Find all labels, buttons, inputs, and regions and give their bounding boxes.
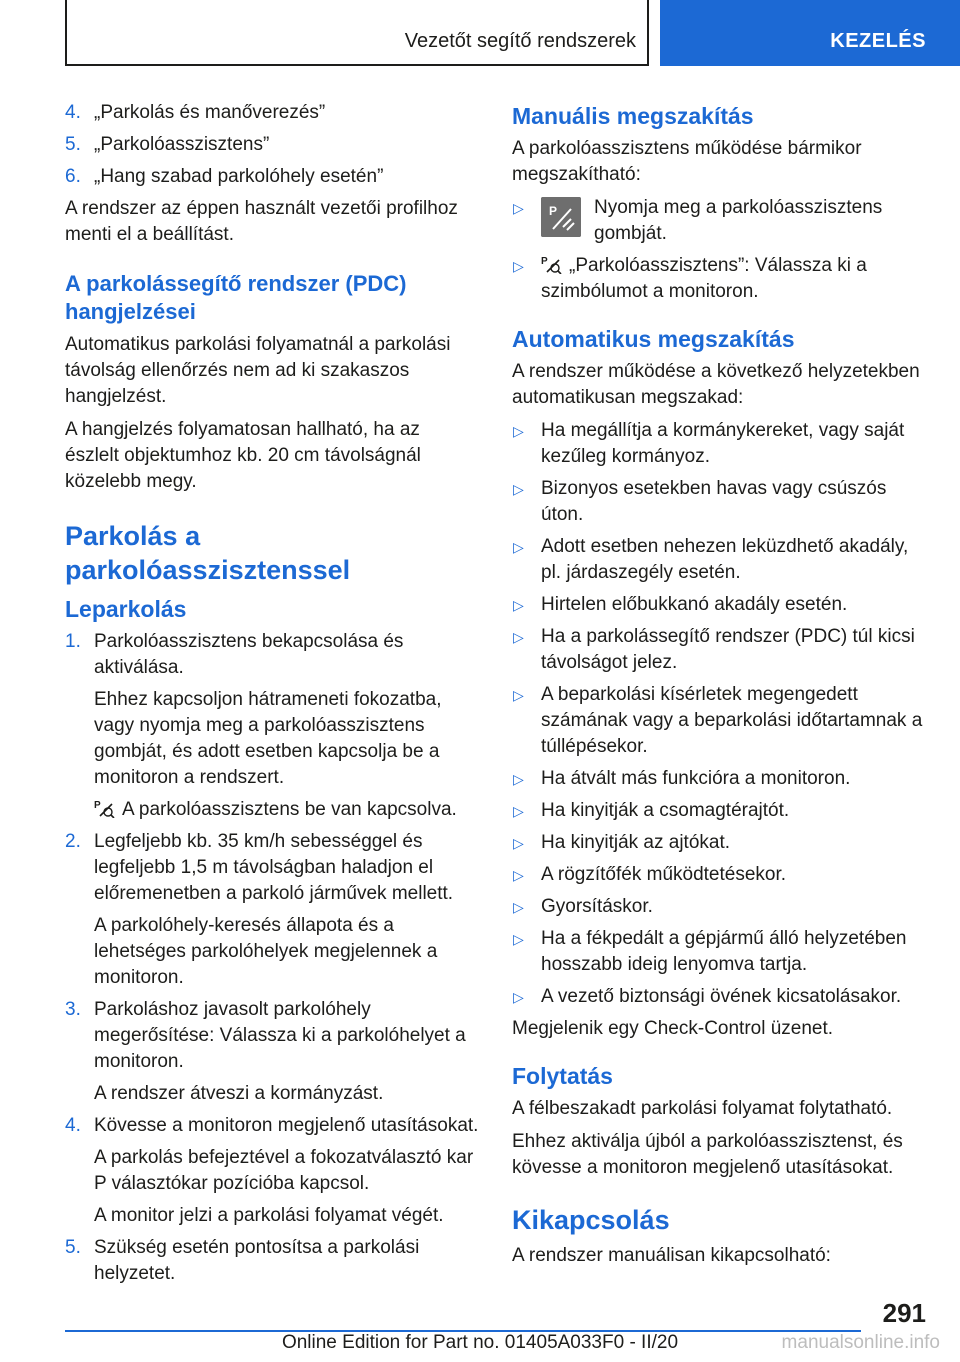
bullet-item [512, 476, 926, 528]
bullet-text: Ha kinyitják a csomagtérajtót. [541, 800, 790, 821]
bullet-text: Ha a parkolássegítő rendszer (PDC) túl kicsi távolságot jelez. [541, 626, 915, 673]
list-number: 6. [65, 166, 81, 187]
bullet-marker-icon: ▷ [513, 687, 524, 703]
bullet-marker-icon: ▷ [513, 835, 524, 851]
watermark: manualsonline.info [781, 1332, 940, 1353]
bullet-text: Hirtelen előbukkanó akadály esetén. [541, 594, 848, 615]
step-number: 2. [65, 831, 81, 852]
bullet-text: Ha átvált más funkcióra a monitoron. [541, 768, 851, 789]
paragraph: Automatikus parkolási folyamatnál a parkolási távolság ellenőrzés nem ad ki szakaszos hangjelzést. [65, 334, 451, 407]
header-underline [65, 64, 649, 66]
svg-text:P: P [94, 800, 101, 811]
bullet-item [512, 798, 926, 824]
bullet-text: „Parkolóasszisztens”: Válassza ki a szimbólumot a monitoron. [541, 255, 867, 302]
bullet-item [512, 926, 926, 978]
list-item [65, 100, 479, 126]
park-assist-icon [94, 798, 116, 818]
bullet-item [512, 624, 926, 676]
bullet-marker-icon: ▷ [513, 989, 524, 1005]
bullet-text: A rögzítőfék működtetésekor. [541, 864, 787, 885]
edition-text: Online Edition for Part no. 01405A033F0 - II/20 [281, 1332, 679, 1353]
section-heading-off: Kikapcsolás [512, 1205, 670, 1235]
header-divider-left [65, 0, 67, 66]
bullet-marker-icon: ▷ [513, 481, 524, 497]
bullet-marker-icon: ▷ [513, 899, 524, 915]
step-detail: A monitor jelzi a parkolási folyamat végét. [94, 1205, 444, 1226]
left-column [65, 100, 479, 1293]
step-item [65, 1113, 479, 1229]
bullet-text: A vezető biztonsági övének kicsatolásakor. [541, 986, 902, 1007]
svg-text:P: P [549, 204, 558, 218]
list-text: „Parkolás és manőverezés” [94, 102, 326, 123]
bullet-item [512, 253, 926, 305]
step-number: 4. [65, 1115, 81, 1136]
step-number: 5. [65, 1237, 81, 1258]
bullet-text: Adott esetben nehezen leküzdhető akadály, pl. járdaszegély esetén. [541, 536, 909, 583]
list-item [65, 132, 479, 158]
bullet-marker-icon: ▷ [513, 771, 524, 787]
section-heading-pdc: A parkolássegítő rendszer (PDC) hangjelzései [65, 271, 407, 324]
bullet-item [512, 984, 926, 1010]
bullet-item [512, 894, 926, 920]
step-number: 3. [65, 999, 81, 1020]
step-item [65, 629, 479, 823]
step-number: 1. [65, 631, 81, 652]
paragraph: Ehhez aktiválja újból a parkolóasszisztenst, és kövesse a monitoron megjelenő utasításokat. [512, 1131, 903, 1178]
step-text: Parkolóasszisztens bekapcsolása és aktiválása. [94, 631, 404, 678]
park-assist-button-icon [541, 197, 581, 237]
step-detail: Ehhez kapcsoljon hátrameneti fokozatba, vagy nyomja meg a parkolóasszisztens gombját, és adott esetben kapcsolja be a monitoron a rendszert. [94, 689, 442, 788]
list-number: 5. [65, 134, 81, 155]
section-heading-auto: Automatikus megszakítás [512, 326, 795, 352]
bullet-marker-icon: ▷ [513, 423, 524, 439]
chapter-tab[interactable] [660, 0, 960, 66]
step-item [65, 997, 479, 1107]
step-item [65, 829, 479, 991]
bullet-text: Bizonyos esetekben havas vagy csúszós úton. [541, 478, 887, 525]
sub-heading: Leparkolás [65, 596, 187, 622]
list-text: „Parkolóasszisztens” [94, 134, 270, 155]
bullet-item [512, 195, 926, 247]
step-text: Kövesse a monitoron megjelenő utasításokat. [94, 1115, 479, 1136]
bullet-item [512, 862, 926, 888]
step-detail: A rendszer átveszi a kormányzást. [94, 1083, 384, 1104]
main-heading: Parkolás a parkolóasszisztenssel [65, 521, 351, 585]
section-title: Vezetőt segítő rendszerek [404, 30, 636, 52]
section-heading-manual: Manuális megszakítás [512, 103, 754, 129]
bullet-marker-icon: ▷ [513, 931, 524, 947]
step-text: Legfeljebb kb. 35 km/h sebességgel és legfeljebb 1,5 m távolságban haladjon el előremenetben a parkoló járművek mellett. [94, 831, 454, 904]
bullet-marker-icon: ▷ [513, 258, 524, 274]
bullet-item [512, 418, 926, 470]
chapter-tab-label: KEZELÉS [830, 30, 926, 52]
bullet-text: Ha megállítja a kormánykereket, vagy saját kezűleg kormányoz. [541, 420, 905, 467]
bullet-marker-icon: ▷ [513, 539, 524, 555]
step-text: Parkoláshoz javasolt parkolóhely megerősítése: Válassza ki a parkolóhelyet a monitoron. [94, 999, 466, 1072]
bullet-text: Ha kinyitják az ajtókat. [541, 832, 731, 853]
paragraph: A rendszer manuálisan kikapcsolható: [512, 1245, 831, 1266]
paragraph: Megjelenik egy Check-Control üzenet. [512, 1018, 834, 1039]
bullet-text: Ha a fékpedált a gépjármű álló helyzetében hosszabb ideig lenyomva tartja. [541, 928, 907, 975]
header-divider-right [647, 0, 649, 66]
section-heading-continue: Folytatás [512, 1063, 613, 1089]
list-number: 4. [65, 102, 81, 123]
bullet-item [512, 830, 926, 856]
bullet-text: Gyorsításkor. [541, 896, 653, 917]
right-column [512, 100, 926, 1276]
park-assist-icon [541, 254, 563, 274]
bullet-item [512, 766, 926, 792]
bullet-marker-icon: ▷ [513, 803, 524, 819]
list-item [65, 164, 479, 190]
bullet-text: Nyomja meg a parkolóasszisztens gombját. [594, 197, 883, 244]
bullet-marker-icon: ▷ [513, 200, 524, 216]
list-text: „Hang szabad parkolóhely esetén” [94, 166, 384, 187]
step-detail [94, 797, 479, 823]
paragraph: A félbeszakadt parkolási folyamat folytatható. [512, 1098, 893, 1119]
step-item [65, 1235, 479, 1287]
paragraph: A rendszer az éppen használt vezetői profilhoz menti el a beállítást. [65, 198, 458, 245]
bullet-marker-icon: ▷ [513, 867, 524, 883]
page-number: 291 [882, 1298, 926, 1328]
step-detail: A parkolás befejeztével a fokozatválasztó kar P választókar pozícióba kapcsol. [94, 1147, 474, 1194]
step-detail: A parkolóhely-keresés állapota és a lehetséges parkolóhelyek megjelennek a monitoron. [94, 915, 438, 988]
bullet-text: A beparkolási kísérletek megengedett számának vagy a beparkolási időtartamnak a túllépésekor. [541, 684, 923, 757]
bullet-marker-icon: ▷ [513, 629, 524, 645]
step-text: Szükség esetén pontosítsa a parkolási helyzetet. [94, 1237, 420, 1284]
page-header [0, 0, 960, 66]
paragraph: A hangjelzés folyamatosan hallható, ha az észlelt objektumhoz kb. 20 cm távolságnál közelebb megy. [65, 419, 421, 492]
bullet-marker-icon: ▷ [513, 597, 524, 613]
bullet-item [512, 534, 926, 586]
paragraph: A rendszer működése a következő helyzetekben automatikusan megszakad: [512, 361, 920, 408]
svg-text:P: P [541, 256, 548, 267]
step-detail-text: A parkolóasszisztens be van kapcsolva. [122, 799, 457, 820]
bullet-item [512, 682, 926, 760]
paragraph: A parkolóasszisztens működése bármikor megszakítható: [512, 138, 862, 185]
bullet-item [512, 592, 926, 618]
